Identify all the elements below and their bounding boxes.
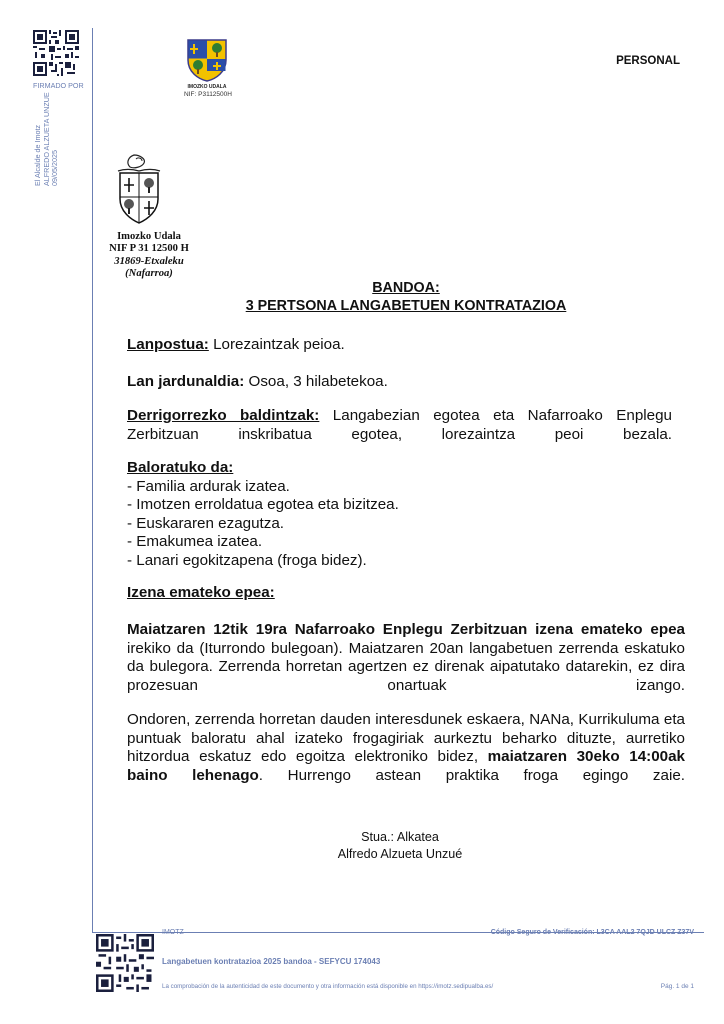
qr-code-top [33,30,79,76]
title-line-2: 3 PERTSONA LANGABETUEN KONTRATAZIOA [245,297,567,314]
footer-verification-text: La comprobación de la autenticidad de este documento y otra información está disponible en https://imotz.sedipualba.es/ [162,983,494,990]
section-lanpostua [127,336,685,355]
signature-role: Stua.: Alkatea [361,830,439,844]
submission-text-b: . Hurrengo astean praktika froga egingo zaie. [258,766,686,784]
engraved-coat-of-arms [112,153,166,230]
title-line-1: BANDOA: [372,280,440,296]
lanpostua-value: Lorezaintzak peioa. [208,336,345,353]
signature-block [290,829,510,863]
paragraph-submission [127,711,685,804]
criteria-item: - Familia ardurak izatea. [127,477,290,495]
submission-deadline: maiatzaren 30eko 14:00ak baino lehenago [127,748,685,784]
criteria-list [127,478,685,571]
lanpostua-label: Lanpostua: [127,336,209,353]
margin-line-vertical [92,28,93,932]
footer-csv: Código Seguro de Verificación: L3CA AAL2 7QJD ULCZ Z37V [490,929,694,936]
footer-org: IMOTZ [162,929,184,936]
qr-code-footer [96,934,154,992]
council-region: (Nafarroa) [125,267,173,279]
footer-document-title: Langabetuen kontratazioa 2025 bandoa - SEFYCU 174043 [162,957,381,966]
paragraph-registration [127,621,685,714]
epea-label: Izena emateko epea: [127,584,275,601]
crest-caption: IMOZKO UDALA [187,84,227,90]
section-baldintzak [127,407,672,463]
submission-text-a: Ondoren, zerrenda horretan dauden interesdunek eskaera, NANa, Kurrikuluma eta puntuak baloratu ahal izateko frogagiriak aurkeztu beharko dituzte, aurretiko hitzordua eskatuz edo egoitza elektroniko bidez, [127,711,685,766]
footer-page-number: Pág. 1 de 1 [660,983,694,990]
council-name: Imozko Udala [117,231,181,242]
baldintzak-value: Langabezian egotea eta Nafarroako Enplegu Zerbitzuan inskribatua egotea, lorezaintza peoi bezala. [127,407,672,443]
criteria-item: - Emakumea izatea. [127,533,263,551]
criteria-item: - Euskararen ezagutza. [127,514,285,532]
council-block [98,231,200,280]
signed-by-label: FIRMADO POR [33,81,84,90]
baloratuko-label: Baloratuko da: [127,459,234,476]
jardunaldia-value: Osoa, 3 hilabetekoa. [244,373,388,390]
document-category: PERSONAL [616,55,680,67]
council-nif: NIF P 31 12500 H [109,243,189,255]
criteria-item: - Lanari egokitzapena (froga bidez). [127,551,367,569]
signer-role: El Alcalde de Imotz [33,124,42,186]
signature-name: Alfredo Alzueta Unzué [337,847,463,861]
criteria-item: - Imotzen erroldatua egotea eta bizitzea. [127,496,399,514]
section-epea [127,584,685,603]
signer-info [34,92,60,186]
section-jardunaldia [127,373,685,392]
registration-bold: Maiatzaren 12tik 19ra Nafarroako Enplegu Zerbitzuan izena emateko epea [127,621,685,638]
registration-rest: irekiko da (Iturrondo bulegoan). Maiatzaren 20an langabetuen zerrenda eskatuko da bulegora. Zerrenda horretan agertzen ez direnak aipatutako datarekin, ez dira prozesuan onartuak izango. [127,639,685,694]
section-baloratuko [127,459,685,571]
header-nif: NIF: P3112500H [184,91,232,98]
municipal-crest-logo [186,38,228,87]
baldintzak-label: Derrigorrezko baldintzak: [127,407,320,424]
jardunaldia-label: Lan jardunaldia: [127,373,245,390]
signature-date: 09/05/2025 [50,150,59,186]
council-address: 31869-Etxaleku [114,255,184,267]
signer-name: ALFREDO ALZUETA UNZUE [41,92,51,186]
document-title [127,280,685,315]
